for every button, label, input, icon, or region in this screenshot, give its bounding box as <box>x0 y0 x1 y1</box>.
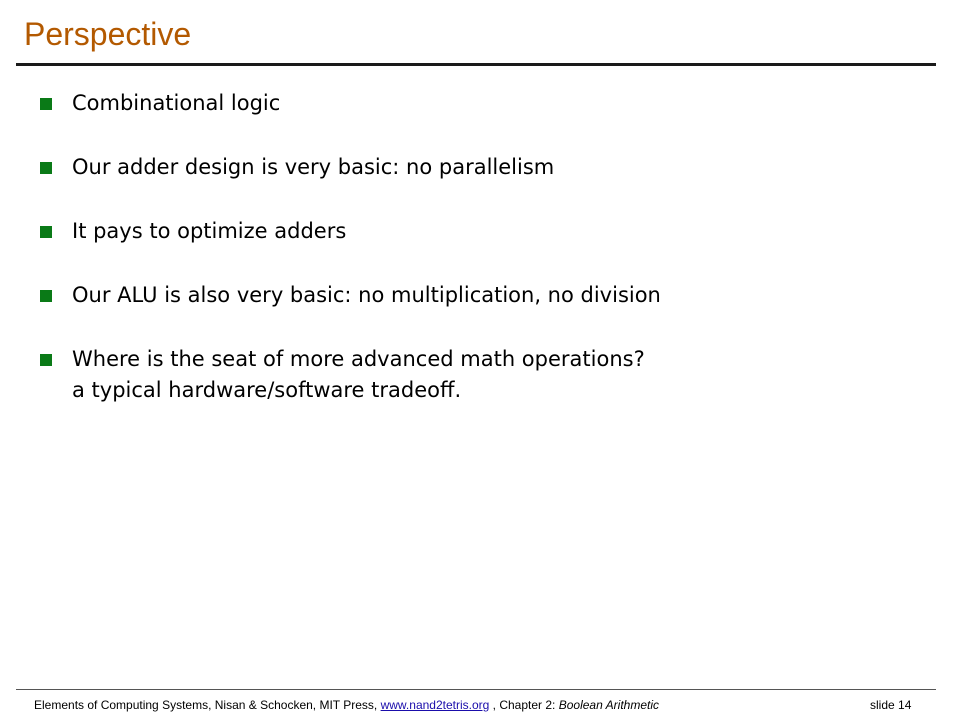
footer-divider <box>16 689 936 690</box>
bullet-text: It pays to optimize adders <box>72 219 347 243</box>
bullet-text: Where is the seat of more advanced math operations? <box>72 347 645 371</box>
bullet-item <box>40 280 920 311</box>
bullet-item <box>40 152 920 183</box>
square-bullet-icon <box>40 354 52 366</box>
bullet-text-continuation: a typical hardware/software tradeoff. <box>72 378 462 402</box>
square-bullet-icon <box>40 290 52 302</box>
footer-chapter-prefix: , Chapter 2: <box>492 698 556 712</box>
square-bullet-icon <box>40 162 52 174</box>
slide-number: slide 14 <box>870 698 912 712</box>
footer-website-link[interactable]: www.nand2tetris.org <box>380 698 490 712</box>
title-divider <box>16 63 936 66</box>
footer-chapter-title: Boolean Arithmetic <box>558 698 659 712</box>
bullet-item <box>40 344 920 406</box>
square-bullet-icon <box>40 98 52 110</box>
bullet-text: Our ALU is also very basic: no multiplication, no division <box>72 283 661 307</box>
bullet-text: Combinational logic <box>72 91 281 115</box>
bullet-item <box>40 216 920 247</box>
footer-citation <box>34 697 659 713</box>
slide-title: Perspective <box>24 16 192 52</box>
bullet-list <box>40 88 920 439</box>
footer-source: Elements of Computing Systems, Nisan & Schocken, MIT Press, <box>34 698 378 712</box>
bullet-item <box>40 88 920 119</box>
bullet-text: Our adder design is very basic: no parallelism <box>72 155 555 179</box>
square-bullet-icon <box>40 226 52 238</box>
